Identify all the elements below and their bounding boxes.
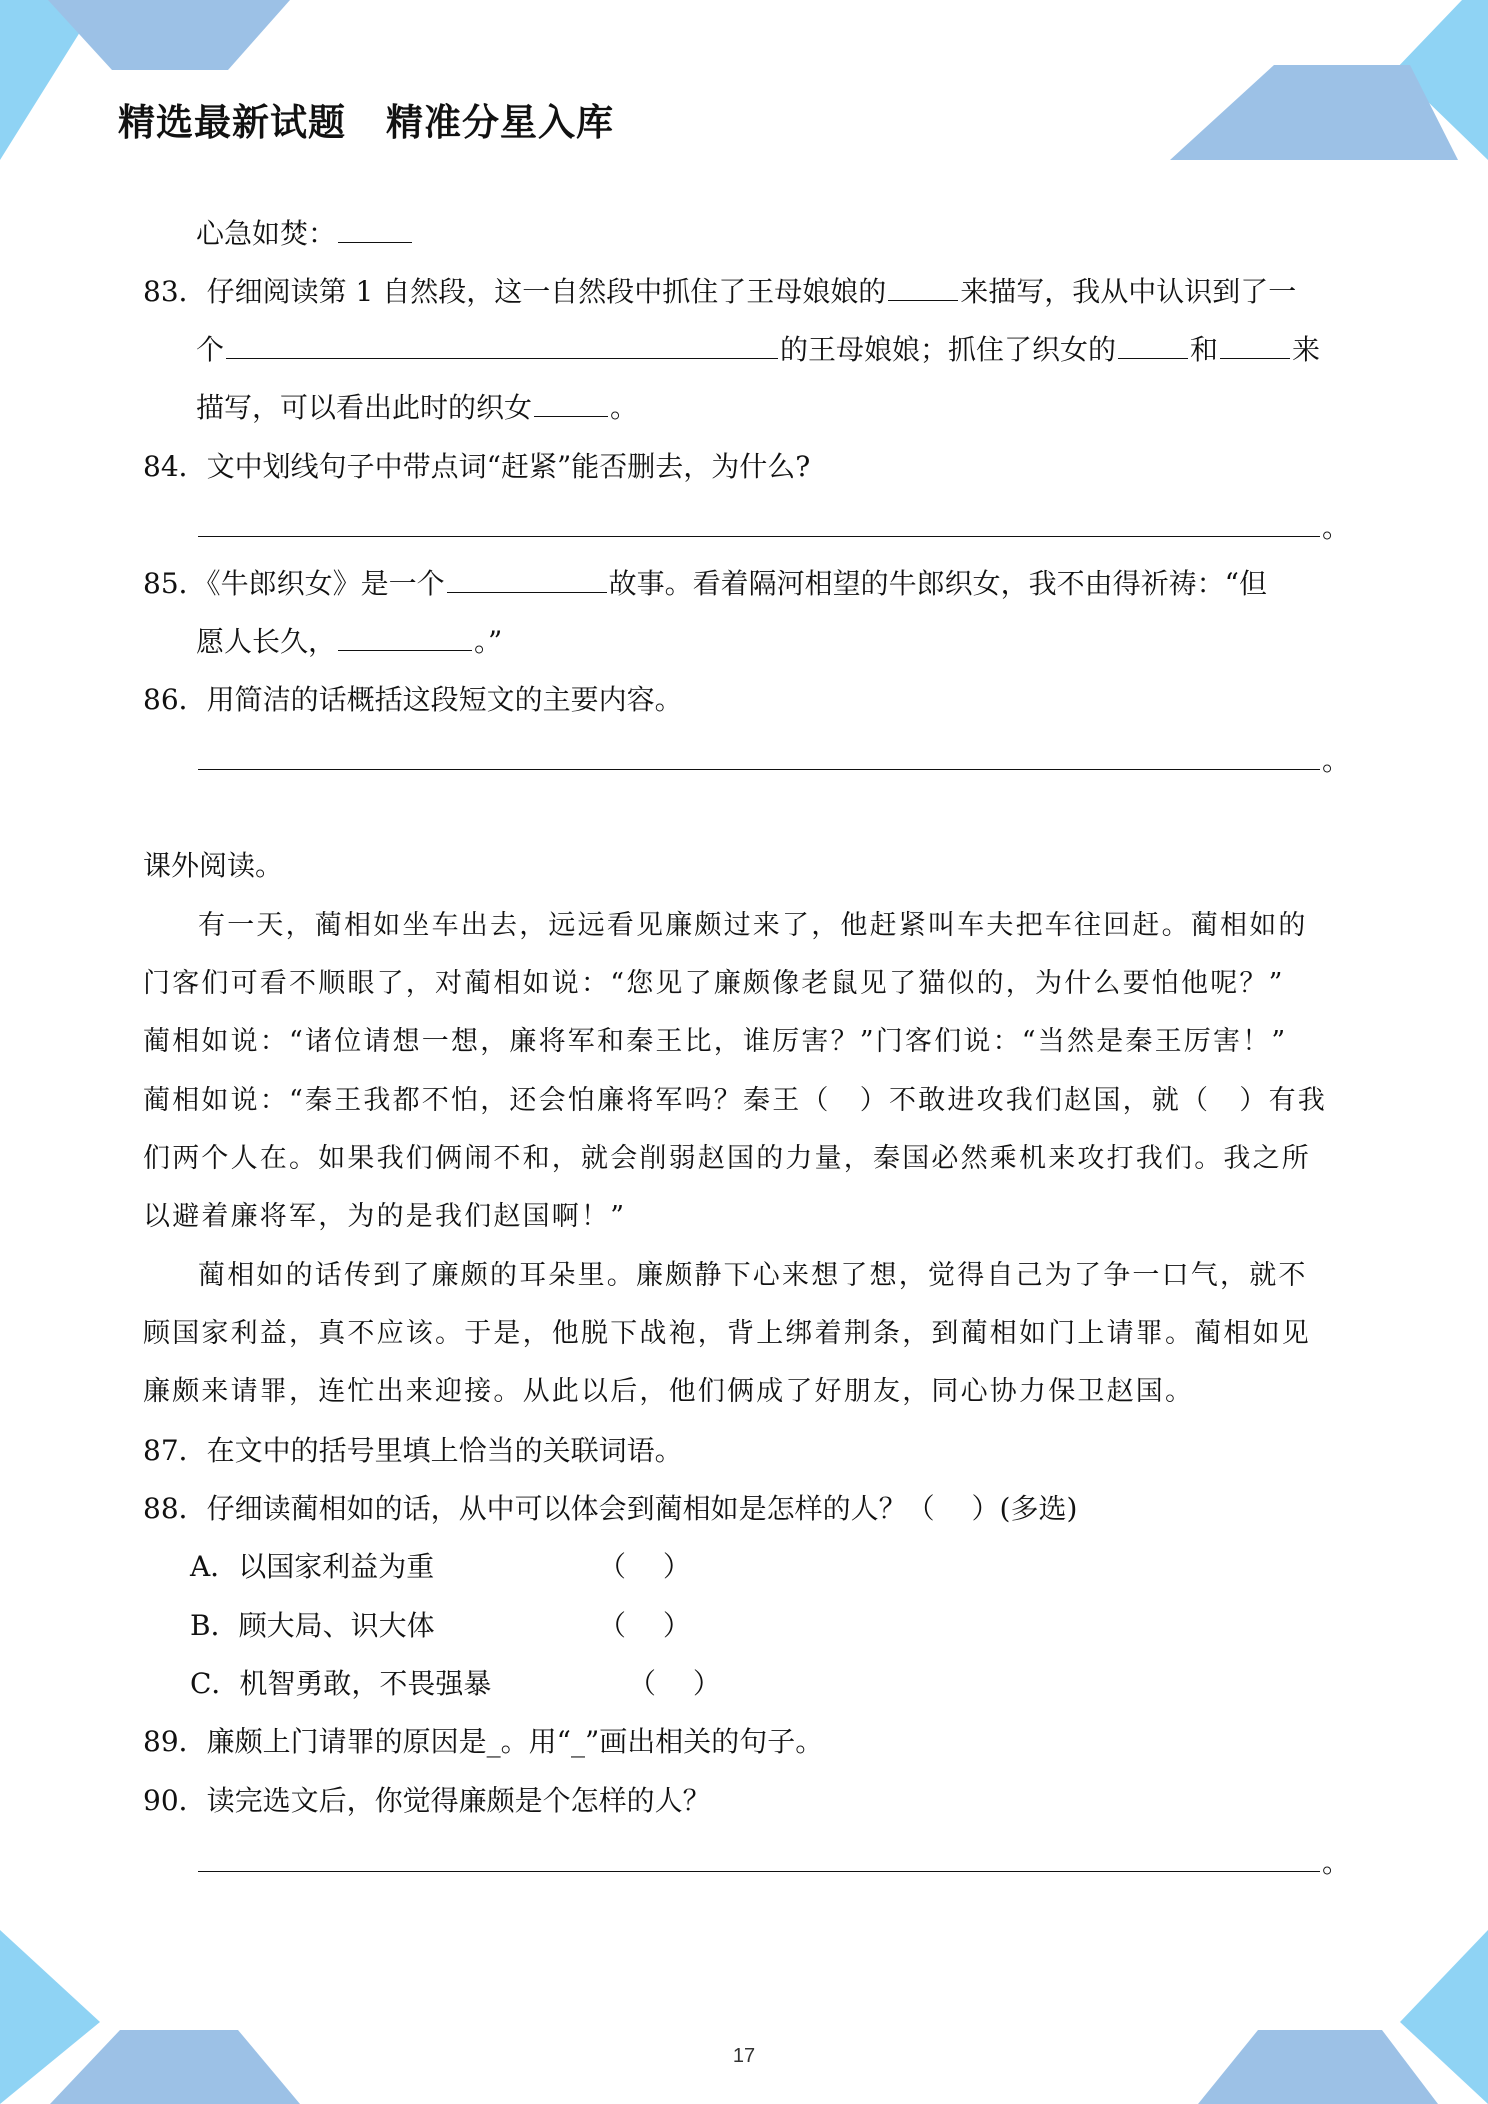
header-title-part1: 精选最新试题 <box>118 101 346 144</box>
question-88: 88．仔细读蔺相如的话，从中可以体会到蔺相如是怎样的人？（ ）(多选) <box>143 1492 1078 1525</box>
answer-line-xinjirufen: 心急如焚： <box>196 214 414 254</box>
passage-line: 廉颇来请罪，连忙出来迎接。从此以后，他们俩成了好朋友，同心协力保卫赵国。 <box>143 1376 1195 1407</box>
question-number: 90． <box>143 1784 207 1817</box>
passage-line: 蔺相如说：“秦王我都不怕，还会怕廉将军吗？秦王（ ）不敢进攻我们赵国，就（ ）有我 <box>143 1085 1328 1116</box>
passage-line: 有一天，蔺相如坐车出去，远远看见廉颇过来了，他赶紧叫车夫把车往回赶。蔺相如的 <box>198 910 1308 941</box>
option-b-answer-paren[interactable]: （ ） <box>598 1609 691 1642</box>
answer-blank[interactable] <box>198 508 1320 537</box>
question-86: 86．用简洁的话概括这段短文的主要内容。 <box>143 683 683 716</box>
answer-blank[interactable] <box>226 330 778 359</box>
question-85-line-2: 愿人长久， 。” <box>196 622 502 662</box>
question-number: 86． <box>143 683 207 716</box>
question-85-line-1: 85．《牛郎织女》是一个 故事。看着隔河相望的牛郎织女，我不由得祈祷：“但 <box>143 564 1267 604</box>
question-86-answer-line: 。 <box>196 741 1350 781</box>
passage-line: 蔺相如说：“诸位请想一想，廉将军和秦王比，谁厉害？”门客们说：“当然是秦王厉害！” <box>143 1026 1288 1057</box>
corner-decoration-bottom-right <box>1168 1930 1488 2104</box>
answer-blank[interactable] <box>888 272 958 301</box>
question-number: 89． <box>143 1725 207 1758</box>
answer-blank[interactable] <box>198 741 1320 770</box>
passage-line: 门客们可看不顺眼了，对蔺相如说：“您见了廉颇像老鼠见了猫似的，为什么要怕他呢？” <box>143 968 1285 999</box>
question-number: 88． <box>143 1492 207 1525</box>
section-title: 课外阅读。 <box>143 849 284 882</box>
question-83-line-3: 描写，可以看出此时的织女 。 <box>196 388 638 428</box>
question-87: 87．在文中的括号里填上恰当的关联词语。 <box>143 1434 683 1467</box>
question-90: 90．读完选文后，你觉得廉颇是个怎样的人？ <box>143 1784 711 1817</box>
passage-line: 们两个人在。如果我们俩闹不和，就会削弱赵国的力量，秦国必然乘机来攻打我们。我之所 <box>143 1143 1311 1174</box>
option-c-answer-paren[interactable]: （ ） <box>628 1667 721 1700</box>
answer-blank[interactable] <box>338 214 412 243</box>
page-number: 17 <box>732 2045 756 2067</box>
question-number: 84． <box>143 450 207 483</box>
answer-blank[interactable] <box>198 1843 1320 1872</box>
corner-decoration-top-right <box>1170 0 1488 170</box>
header-title-part2: 精准分星入库 <box>386 101 614 144</box>
corner-decoration-bottom-left <box>0 1930 320 2104</box>
question-83-line-2: 个 的王母娘娘；抓住了织女的 和 来 <box>196 330 1320 370</box>
answer-blank[interactable] <box>1118 330 1188 359</box>
question-number: 87． <box>143 1434 207 1467</box>
answer-blank[interactable] <box>534 388 608 417</box>
question-number: 83． <box>143 275 207 308</box>
passage-line: 顾国家利益，真不应该。于是，他脱下战袍，背上绑着荆条，到蔺相如门上请罪。蔺相如见 <box>143 1318 1311 1349</box>
question-number: 85． <box>143 567 207 600</box>
option-a-answer-paren[interactable]: （ ） <box>598 1550 691 1583</box>
question-84: 84．文中划线句子中带点词“赶紧”能否删去，为什么? <box>143 450 811 483</box>
option-b: B．顾大局、识大体 <box>190 1609 435 1642</box>
header-title <box>118 92 614 146</box>
answer-blank[interactable] <box>1220 330 1290 359</box>
question-90-answer-line: 。 <box>196 1843 1350 1883</box>
question-89: 89．廉颇上门请罪的原因是_。用“_”画出相关的句子。 <box>143 1725 824 1758</box>
question-84-answer-line: 。 <box>196 508 1350 548</box>
passage-line: 以避着廉将军，为的是我们赵国啊！” <box>143 1201 627 1232</box>
question-83-line-1: 83．仔细阅读第 1 自然段，这一自然段中抓住了王母娘娘的 来描写，我从中认识到了一 <box>143 272 1296 312</box>
answer-blank[interactable] <box>338 622 472 651</box>
option-a: A．以国家利益为重 <box>190 1550 435 1583</box>
passage-line: 蔺相如的话传到了廉颇的耳朵里。廉颇静下心来想了想，觉得自己为了争一口气，就不 <box>198 1260 1308 1291</box>
answer-blank[interactable] <box>447 564 607 593</box>
option-c: C．机智勇敢，不畏强暴 <box>190 1667 492 1700</box>
